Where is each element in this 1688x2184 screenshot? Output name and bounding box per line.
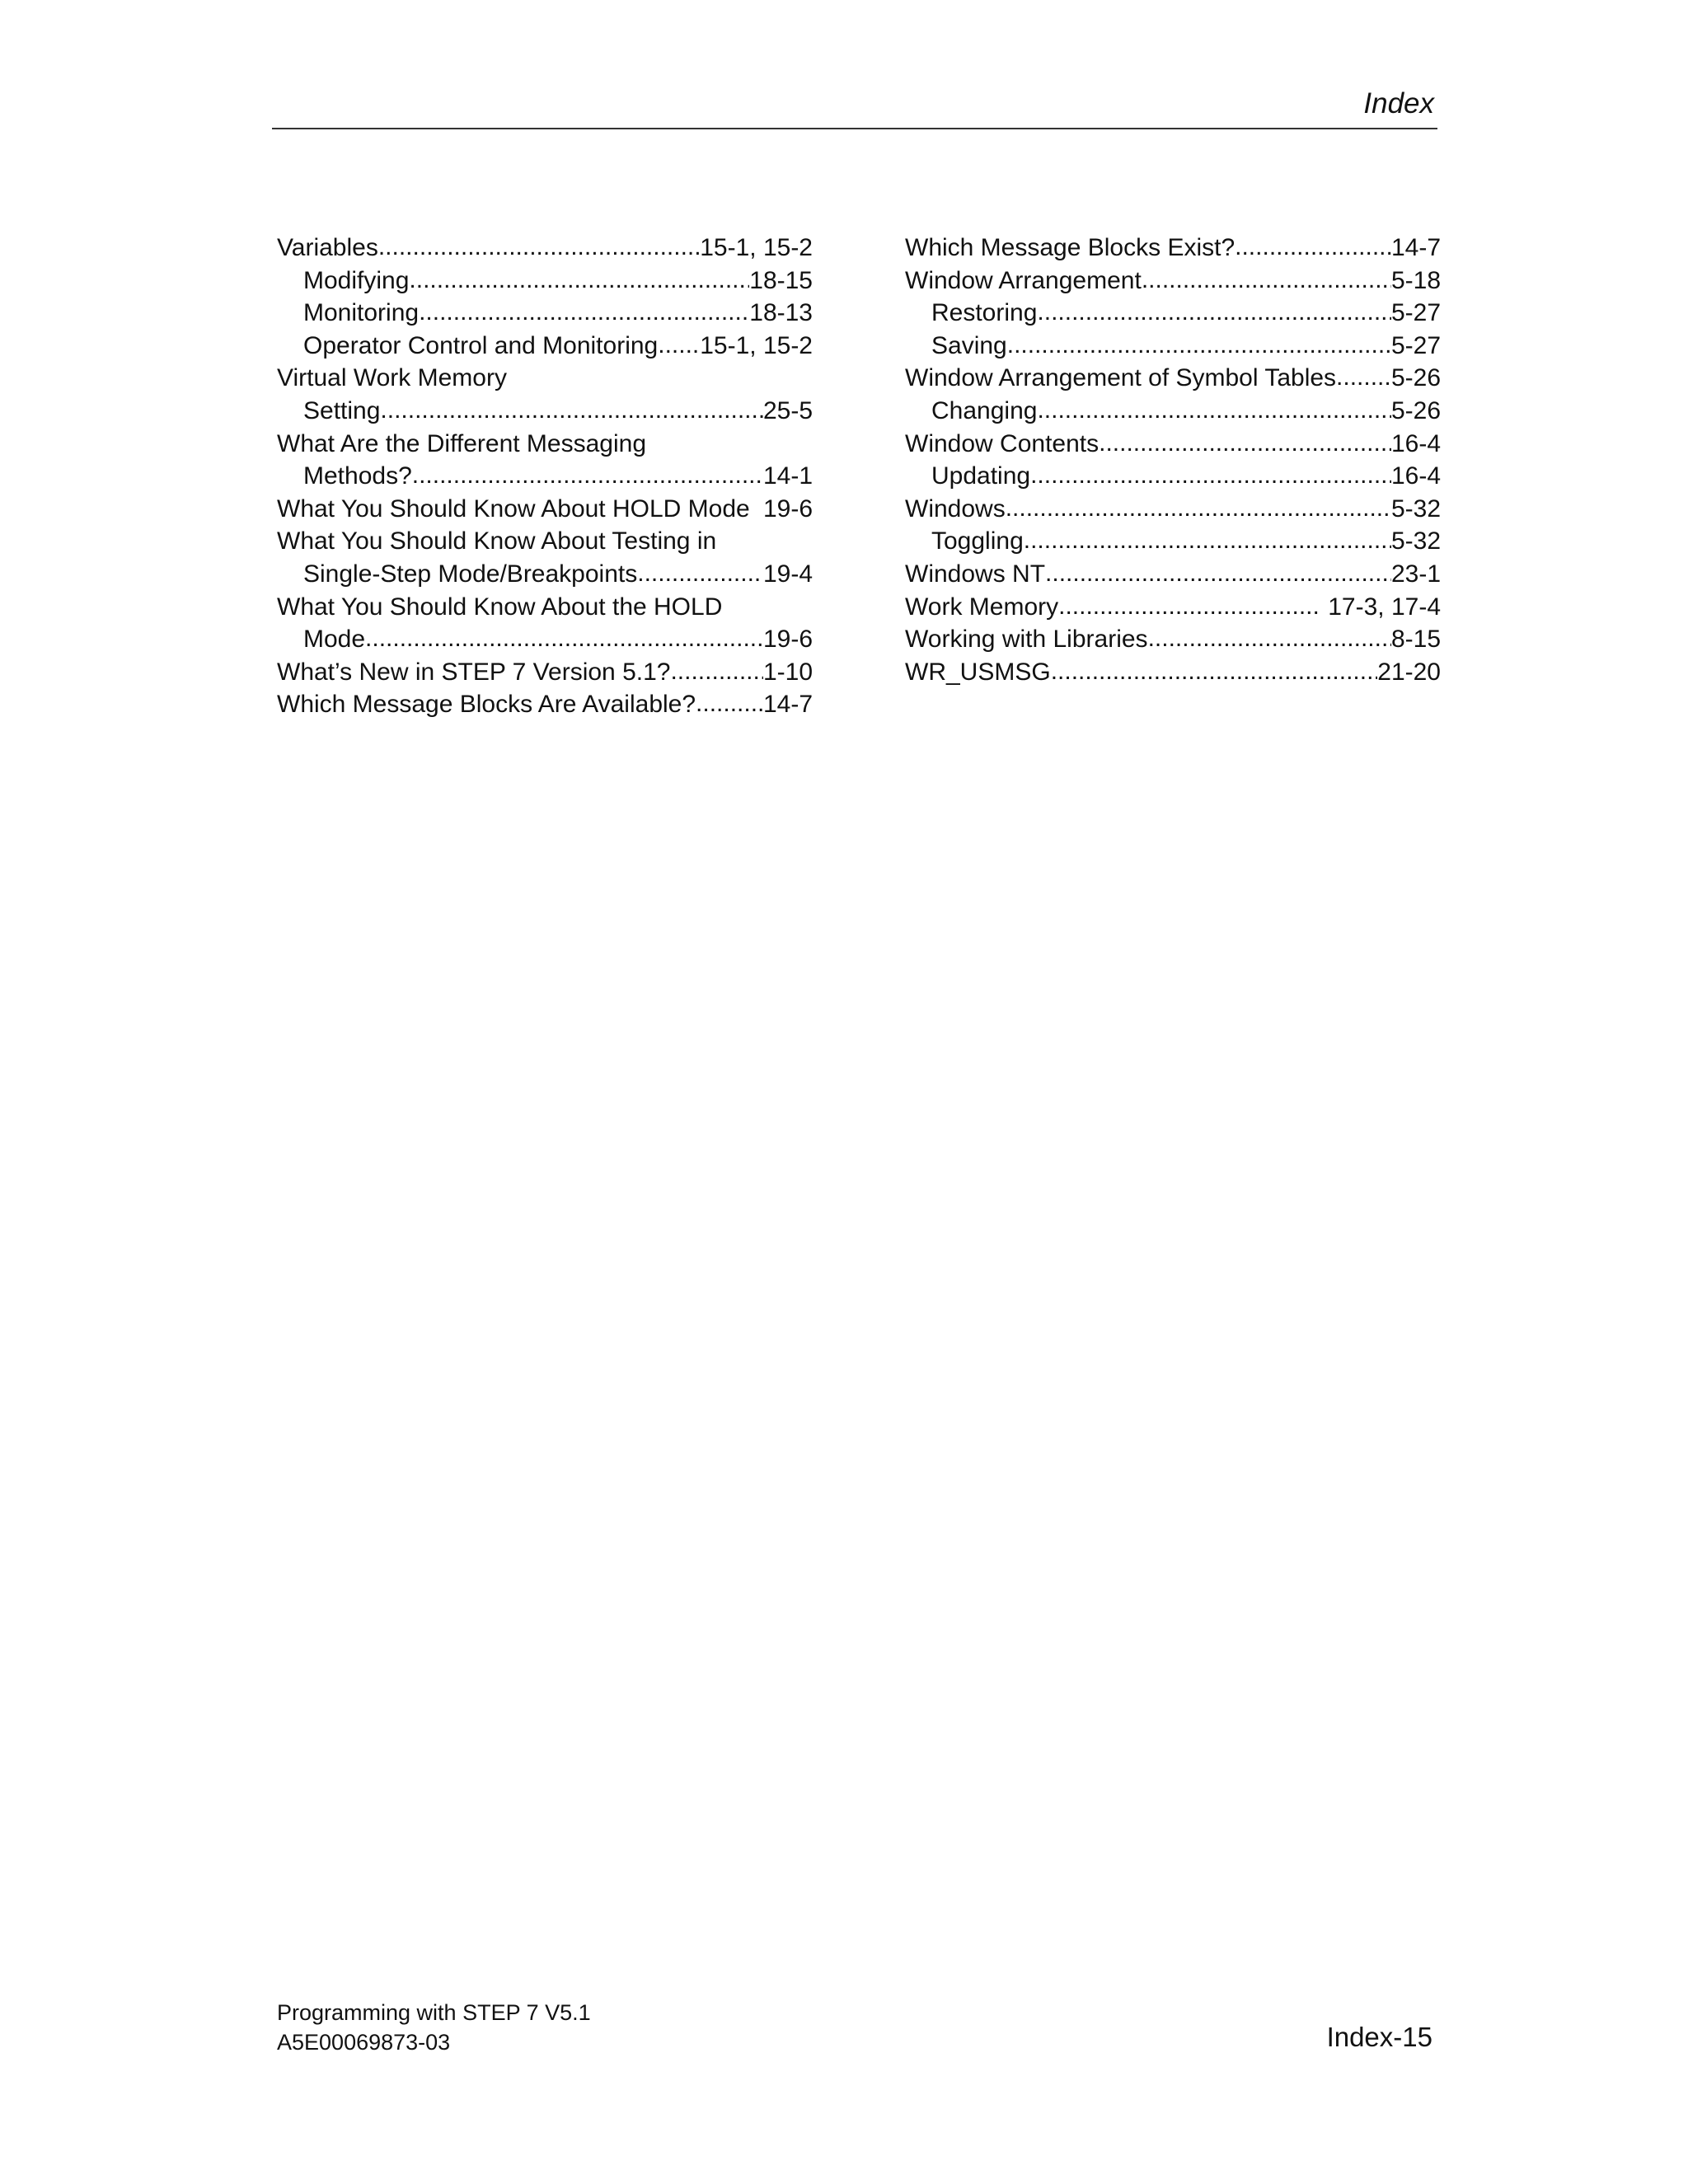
index-page-ref: 14-1 [762,462,813,490]
index-column-left [277,232,813,721]
index-term: Operator Control and Monitoring [303,331,659,359]
index-page-ref: 5-32 [1390,527,1441,555]
index-page-ref: 8-15 [1390,626,1441,654]
index-subentry [905,460,1441,493]
dot-leader [1037,297,1391,329]
index-term: Single-Step Mode/Breakpoints [303,560,638,588]
index-entry [905,362,1441,395]
dot-leader [409,265,749,297]
dot-leader [670,656,762,688]
index-term: What You Should Know About the HOLD [277,593,723,621]
index-page-ref: 23-1 [1390,560,1441,588]
index-subentry [277,330,813,363]
index-page-ref: 25-5 [762,396,813,424]
index-entry [277,428,813,461]
dot-leader [1235,232,1391,264]
index-page-ref: 21-20 [1377,658,1441,686]
index-page-ref: 14-7 [762,691,813,719]
dot-leader [412,460,763,492]
index-term: Restoring [931,299,1038,327]
dot-leader [1006,493,1391,525]
dot-leader [1058,591,1321,623]
page-header-title: Index [1363,87,1434,120]
index-term: Which Message Blocks Exist? [905,234,1236,261]
index-term: Virtual Work Memory [277,364,507,392]
index-term: Modifying [303,266,410,294]
dot-leader [1045,558,1391,590]
index-page-ref: 5-27 [1390,331,1441,359]
index-entry [905,265,1441,298]
index-page-ref: 18-13 [749,299,813,327]
dot-leader [1336,362,1391,394]
dot-leader [365,623,763,655]
index-page-ref: 5-26 [1390,364,1441,392]
index-entry [905,428,1441,461]
dot-leader [1099,428,1391,460]
index-term: Methods? [303,462,412,490]
footer-document-title: Programming with STEP 7 V5.1 [277,2000,591,2025]
dot-leader [378,232,700,264]
index-subentry [277,265,813,298]
index-term: Working with Libraries [905,626,1148,654]
index-term: Updating [931,462,1031,490]
index-term: Toggling [931,527,1024,555]
footer-page-number: Index-15 [1326,2022,1432,2052]
index-page-ref: 15-1, 15-2 [700,234,813,261]
footer-document-info [277,1998,591,2057]
index-subentry [277,623,813,656]
index-term: Windows [905,494,1006,523]
index-entry [277,362,813,395]
index-entry [905,591,1441,624]
index-term: Monitoring [303,299,420,327]
dot-leader [380,395,763,427]
index-entry [277,525,813,558]
index-subentry [905,330,1441,363]
index-subentry [277,297,813,330]
index-entry [277,493,813,526]
index-subentry [277,558,813,591]
dot-leader [1142,265,1391,297]
index-page-ref: 18-15 [749,266,813,294]
index-term: Window Contents [905,429,1100,457]
index-entry [905,232,1441,265]
index-term: What’s New in STEP 7 Version 5.1? [277,658,671,686]
footer-document-number: A5E00069873-03 [277,2030,451,2055]
index-term: Mode [303,626,366,654]
dot-leader [1030,460,1391,492]
index-entry [905,623,1441,656]
index-page-ref: 14-7 [1390,234,1441,261]
index-page-ref: 19-6 [762,494,813,523]
index-entry [905,493,1441,526]
index-term: Work Memory [905,593,1059,621]
index-term: Setting [303,396,381,424]
index-entry [277,688,813,721]
index-term: What Are the Different Messaging [277,429,647,457]
index-term: Windows NT [905,560,1046,588]
index-subentry [905,525,1441,558]
index-page-ref: 5-18 [1390,266,1441,294]
index-term: What You Should Know About Testing in [277,527,717,555]
index-term: WR_USMSG [905,658,1051,686]
index-subentry [905,395,1441,428]
index-page-ref: 5-32 [1390,494,1441,523]
index-term: Variables [277,234,378,261]
dot-leader [1051,656,1378,688]
index-entry [277,591,813,624]
index-page-ref: 19-4 [762,560,813,588]
index-subentry [905,297,1441,330]
index-page-ref: 19-6 [762,626,813,654]
header-divider [272,128,1437,129]
index-page-ref: 1-10 [762,658,813,686]
index-page-ref: 16-4 [1390,462,1441,490]
index-term: Changing [931,396,1038,424]
index-page-ref: 17-3, 17-4 [1320,593,1441,621]
index-page-ref: 15-1, 15-2 [700,331,813,359]
index-entry [277,656,813,689]
dot-leader [696,688,763,720]
index-page-ref: 16-4 [1390,429,1441,457]
dot-leader [1037,395,1391,427]
dot-leader [1024,525,1391,557]
index-entry [905,656,1441,689]
index-term: Window Arrangement of Symbol Tables [905,364,1337,392]
dot-leader [1148,623,1391,655]
index-subentry [277,395,813,428]
dot-leader [419,297,749,329]
index-subentry [277,460,813,493]
index-page-ref: 5-27 [1390,299,1441,327]
dot-leader [637,558,763,590]
dot-leader [1007,330,1391,362]
index-page-ref: 5-26 [1390,396,1441,424]
dot-leader [658,330,700,362]
index-term: Window Arrangement [905,266,1142,294]
index-term: Which Message Blocks Are Available? [277,691,696,719]
index-term: Saving [931,331,1007,359]
index-entry [277,232,813,265]
index-entry [905,558,1441,591]
index-term: What You Should Know About HOLD Mode [277,494,750,523]
index-column-right [905,232,1441,688]
